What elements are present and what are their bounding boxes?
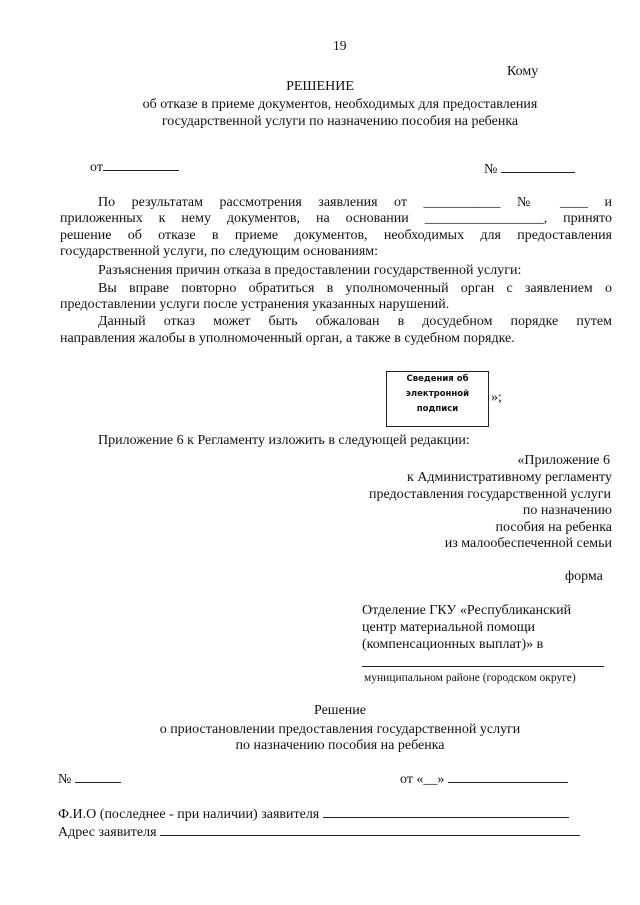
from-blank (103, 158, 179, 171)
bottom-date-blank (448, 770, 568, 783)
body-p4-line2: направления жалобы в уполномоченный орган, а также в судебном порядке. (60, 331, 515, 346)
bottom-number-label: № (58, 772, 72, 787)
decision-subtitle-2: государственной услуги по назначению пособия на ребенка (161, 114, 519, 129)
number-label: № (484, 162, 498, 177)
bottom-number-field (58, 770, 121, 788)
body-p2: Разъяснения причин отказа в предоставлении государственной услуги: (98, 263, 522, 278)
department-line-3: (компенсационных выплат)» в (362, 637, 544, 652)
address-field (58, 823, 580, 841)
body-p1-line4: государственной услуги, по следующим основаниям: (60, 244, 379, 259)
fio-label: Ф.И.О (последнее - при наличии) заявителя (58, 807, 320, 822)
form-label: форма (565, 569, 603, 584)
addressee-label: Кому (507, 64, 539, 79)
department-blank-line (362, 666, 604, 667)
stamp-suffix: »; (491, 390, 502, 405)
stamp-line-2: электронной (405, 389, 470, 399)
appendix-header-1: «Приложение 6 (517, 453, 610, 468)
address-label: Адрес заявителя (58, 825, 157, 840)
department-line-1: Отделение ГКУ «Республиканский (362, 603, 572, 618)
appendix-header-2: к Административному регламенту (407, 470, 612, 485)
appendix-header-3: предоставления государственной услуги (369, 487, 611, 502)
body-p3-line2: предоставлении услуги после устранения указанных нарушений. (60, 297, 450, 312)
suspension-title: Решение (313, 703, 366, 718)
e-signature-stamp (386, 371, 489, 427)
appendix-intro: Приложение 6 к Регламенту изложить в следующей редакции: (98, 433, 470, 448)
body-p4-line1: Данный отказ может быть обжалован в досудебном порядке путем (98, 314, 612, 329)
decision-title: РЕШЕНИЕ (286, 79, 354, 94)
bottom-date-field (400, 770, 568, 788)
page-number: 19 (333, 38, 347, 53)
body-p1-line3: решение об отказе в приеме документов, необходимых для предоставления (60, 228, 612, 243)
number-blank (501, 160, 575, 173)
fio-field (58, 805, 569, 823)
bottom-number-blank (75, 770, 121, 783)
appendix-header-4: по назначению (522, 503, 612, 518)
address-blank (160, 823, 580, 836)
decision-subtitle-1: об отказе в приеме документов, необходимых для предоставления (142, 97, 538, 112)
from-label: от (90, 160, 103, 175)
bottom-date-label: от «__» (400, 772, 445, 787)
from-field (90, 158, 179, 176)
department-caption: муниципальном районе (городском округе) (364, 672, 576, 684)
department-line-2: центр материальной помощи (362, 620, 535, 635)
number-field (484, 160, 575, 178)
body-p3-line1: Вы вправе повторно обратиться в уполномоченный орган с заявлением о (98, 281, 612, 296)
suspension-subtitle-1: о приостановлении предоставления государственной услуги (159, 722, 521, 737)
stamp-line-1: Сведения об (406, 374, 469, 384)
body-p1-line1: По результатам рассмотрения заявления от ___________ № ____ и (98, 195, 612, 210)
appendix-header-5: пособия на ребенка (495, 520, 612, 535)
body-p1-line2: приложенных к нему документов, на основании _________________, принято (60, 211, 612, 226)
suspension-subtitle-2: по назначению пособия на ребенка (235, 738, 445, 753)
stamp-line-3: подписи (416, 404, 459, 414)
appendix-header-6: из малообеспеченной семьи (444, 536, 612, 551)
fio-blank (323, 805, 569, 818)
